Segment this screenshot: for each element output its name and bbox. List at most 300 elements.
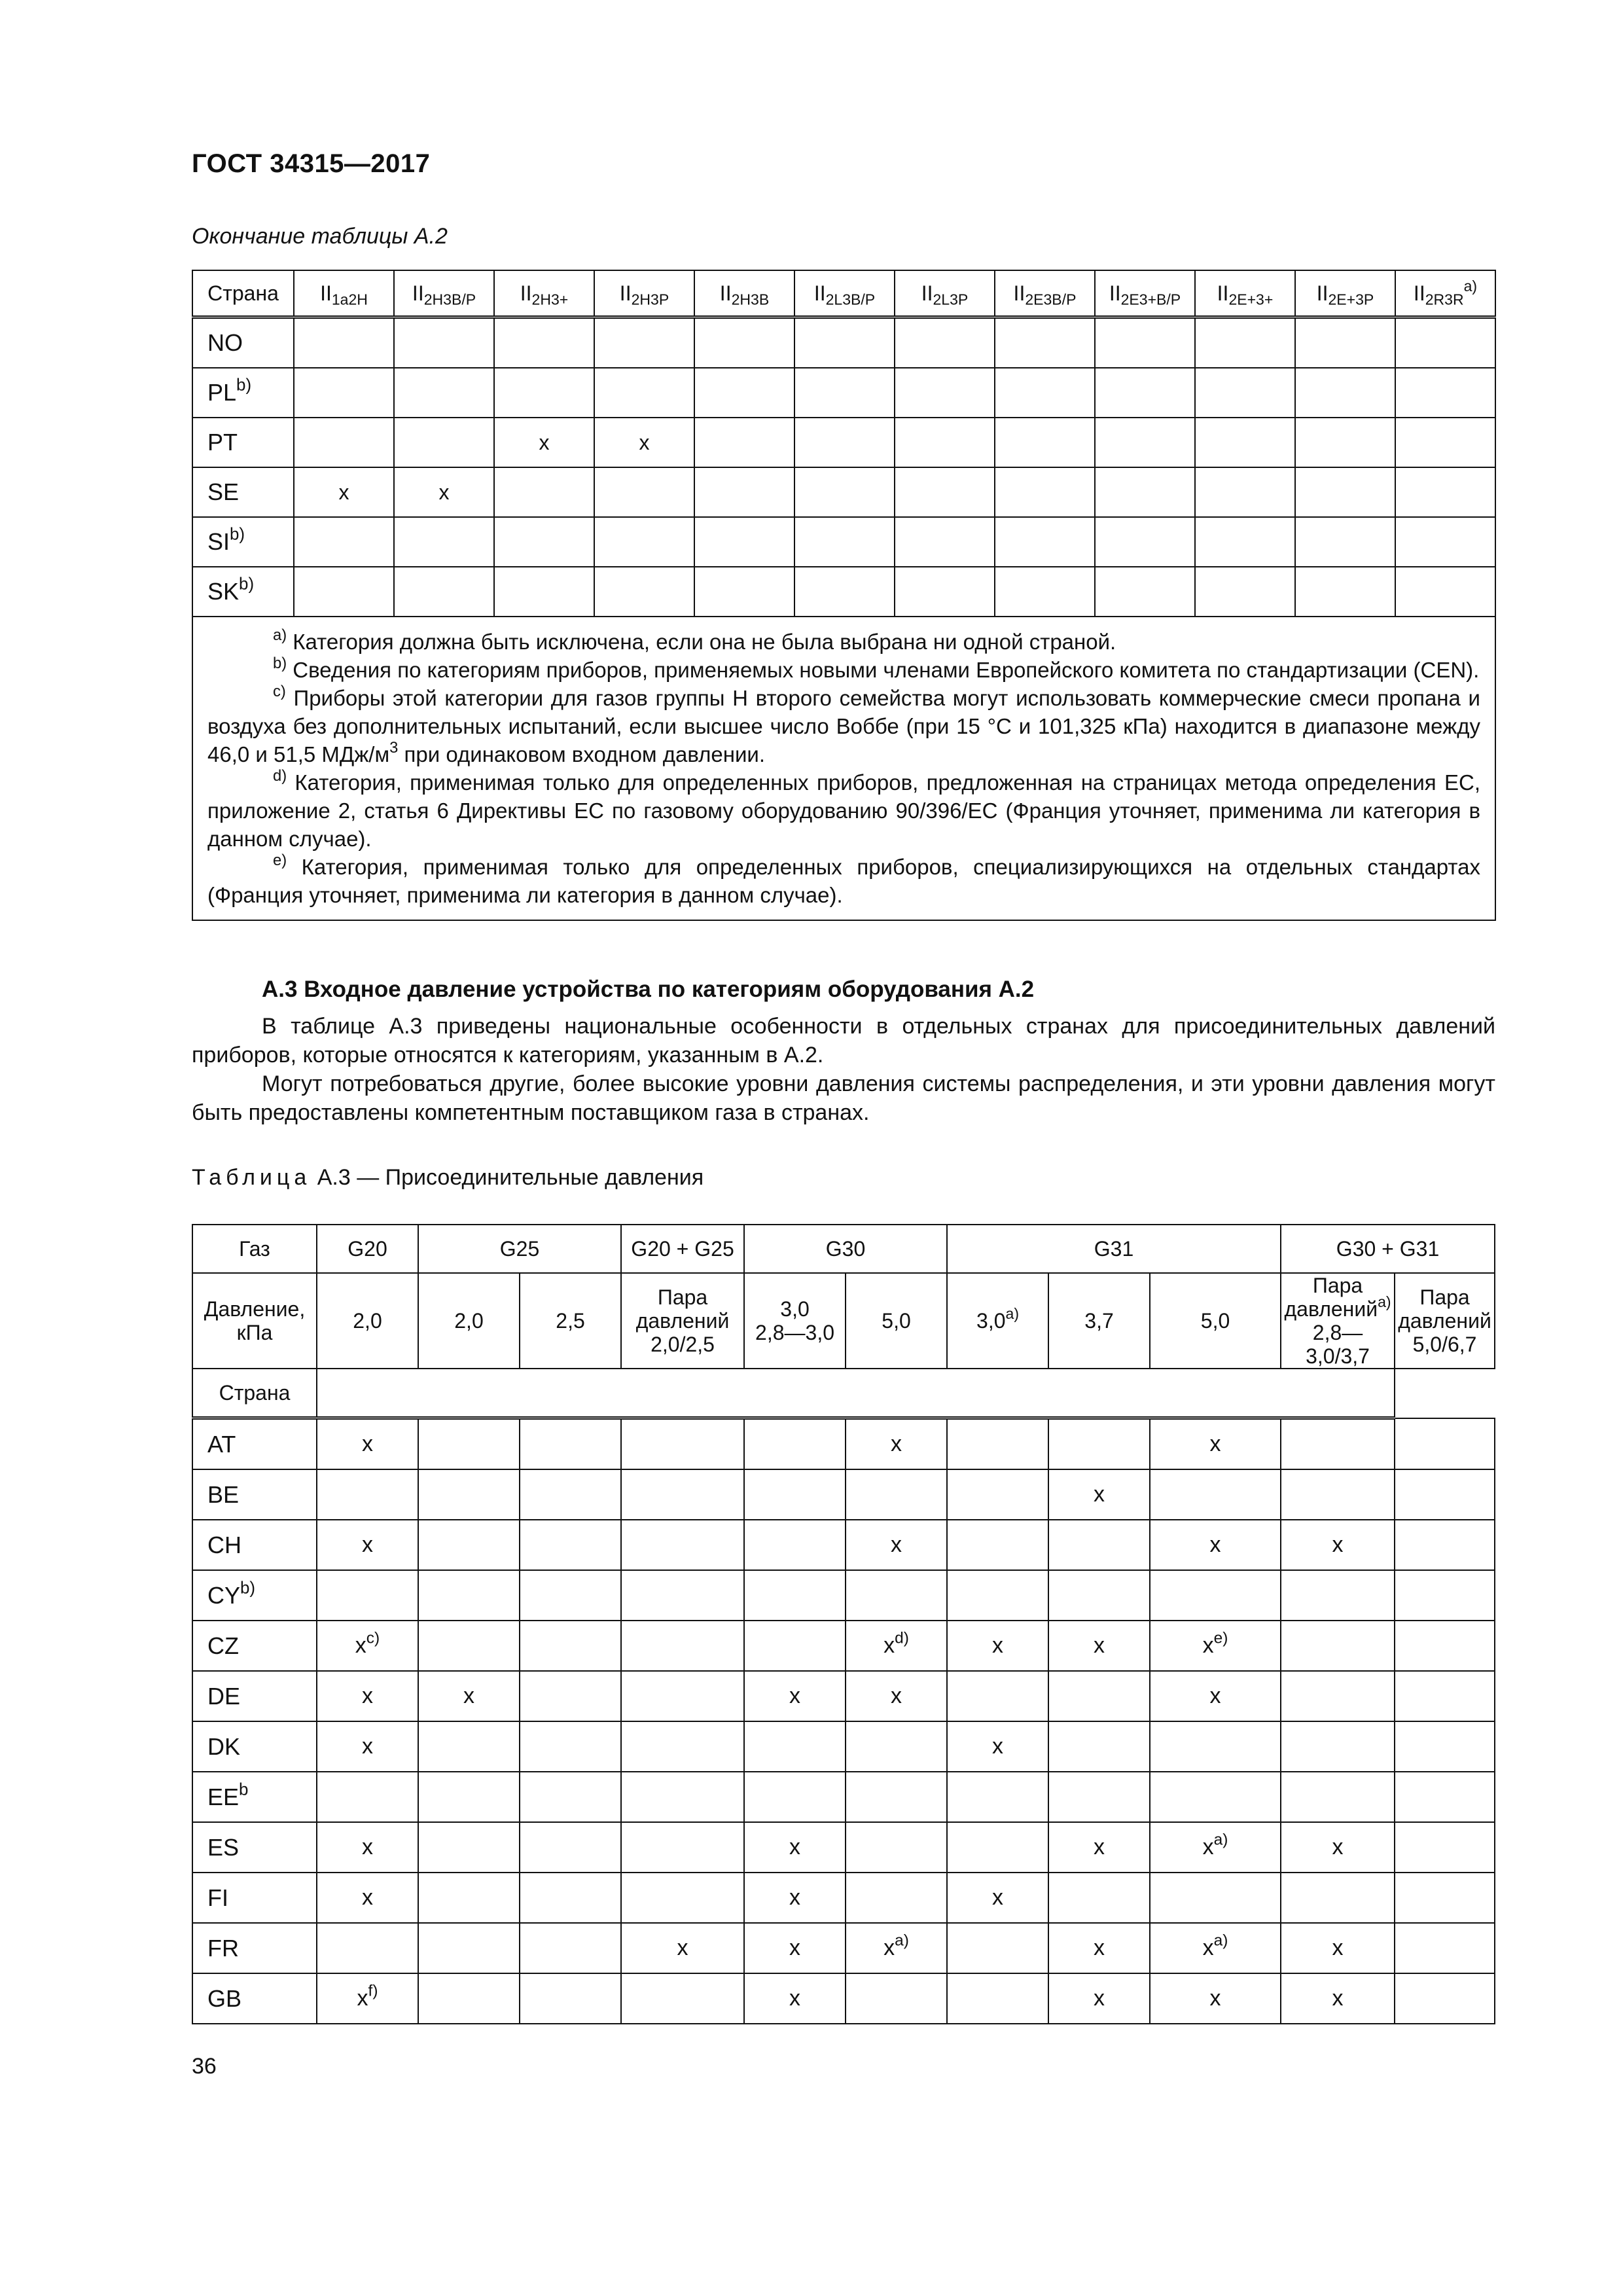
table-cell [520, 1721, 621, 1772]
category-subscript: 2H3B/P [423, 290, 476, 308]
table-cell [621, 1570, 744, 1621]
label-pressure: Давление, кПа [192, 1273, 317, 1369]
table-cell [995, 567, 1095, 617]
pressure-header: Пара давлений$^{a)}$ 2,8—3,0/3,7 [1281, 1273, 1395, 1369]
table-cell: x [744, 1973, 846, 2024]
footnote-ref: b) [239, 575, 255, 594]
table-cell [1281, 1570, 1395, 1621]
table-a3-gas-row [192, 1225, 1495, 1273]
table-cell [394, 317, 494, 368]
table-cell [621, 1418, 744, 1470]
footnote-mark: b) [273, 654, 287, 672]
table-cell [418, 1621, 520, 1671]
table-cell: x [594, 418, 694, 467]
table-cell [1281, 1721, 1395, 1772]
table-cell [1281, 1873, 1395, 1923]
table-cell: $x^{d)}$ [846, 1621, 947, 1671]
table-cell [1281, 1671, 1395, 1721]
gas-group-header: G30 + G31 [1281, 1225, 1495, 1273]
table-cell: x [1150, 1418, 1281, 1470]
table-a3-caption [192, 1165, 704, 1191]
table-cell [520, 1973, 621, 2024]
table-cell [794, 467, 895, 517]
category-subscript: 2E+3+ [1228, 290, 1274, 308]
table-cell [895, 517, 995, 567]
table-cell: x [1048, 1923, 1150, 1973]
table-cell: x [317, 1671, 418, 1721]
header-category: $II_{2H3B}$ [694, 270, 794, 317]
table-cell [394, 418, 494, 467]
footnote: $^{e)}$ Категория, применимая только для определенных приборов, специализирующихся на отдельных стандартах (Франция уточняет, применима ли категория в данном случае). [207, 851, 1480, 907]
header-category: $II_{2R3R}^{a)}$ [1395, 270, 1495, 317]
footnote-mark: a) [273, 626, 287, 644]
table-cell [1095, 467, 1195, 517]
table-cell [418, 1570, 520, 1621]
table-cell: x [394, 467, 494, 517]
country-cell: FI [192, 1873, 317, 1923]
header-category: $II_{2E+3P}$ [1295, 270, 1395, 317]
table-cell [1095, 317, 1195, 368]
table-cell [621, 1721, 744, 1772]
table-a2-caption: Окончание таблицы А.2 [192, 224, 448, 249]
table-cell: x [846, 1520, 947, 1570]
table-cell [694, 368, 794, 418]
table-cell [846, 1772, 947, 1822]
table-cell [1395, 1621, 1495, 1671]
table-cell [694, 317, 794, 368]
table-cell [1048, 1418, 1150, 1470]
footnote: $^{b)}$ Сведения по категориям приборов, применяемых новыми членами Европейского комитета по стандартизации (CEN). [273, 654, 1480, 682]
table-cell: x [947, 1621, 1048, 1671]
table-cell: x [947, 1873, 1048, 1923]
unit-exponent: 3 [389, 738, 399, 757]
country-cell: CY$^{b)}$ [192, 1570, 317, 1621]
table-cell [520, 1469, 621, 1520]
table-cell [794, 517, 895, 567]
table-a2-header-row [192, 270, 1495, 317]
table-cell [294, 567, 394, 617]
table-cell [846, 1973, 947, 2024]
document-title: ГОСТ 34315—2017 [192, 149, 431, 178]
country-cell: BE [192, 1469, 317, 1520]
pressure-header: 5,0 [846, 1273, 947, 1369]
pressure-header: 2,0 [418, 1273, 520, 1369]
table-row [192, 1418, 1495, 1470]
table-cell [1395, 567, 1495, 617]
table-cell [1395, 1923, 1495, 1973]
table-cell [846, 1873, 947, 1923]
table-cell [794, 567, 895, 617]
table-cell [1150, 1873, 1281, 1923]
footnote-ref: c) [366, 1629, 380, 1647]
table-cell [621, 1671, 744, 1721]
table-cell [694, 467, 794, 517]
table-cell [520, 1570, 621, 1621]
table-row [192, 1721, 1495, 1772]
table-cell [294, 368, 394, 418]
country-cell: $EE^b$ [192, 1772, 317, 1822]
label-gas: Газ [192, 1225, 317, 1273]
country-cell: ES [192, 1822, 317, 1873]
table-row [192, 1621, 1495, 1671]
table-cell [1150, 1570, 1281, 1621]
section-a3-paragraph-1: В таблице А.3 приведены национальные особенности в отдельных странах для присоединительных давлений приборов, которые относятся к категориям, указанным в А.2. [192, 1014, 1495, 1067]
table-cell [744, 1621, 846, 1671]
header-category: $II_{2E+3+}$ [1195, 270, 1295, 317]
table-cell [1048, 1520, 1150, 1570]
section-a3-paragraph-2: Могут потребоваться другие, более высокие уровни давления системы распределения, и эти уровни давления могут быть предоставлены компетентным поставщиком газа в странах. [192, 1071, 1495, 1125]
table-cell [418, 1772, 520, 1822]
table-cell: x [317, 1520, 418, 1570]
table-cell [418, 1520, 520, 1570]
table-cell [621, 1973, 744, 2024]
table-cell [744, 1520, 846, 1570]
gas-group-header: G20 + G25 [621, 1225, 744, 1273]
table-cell [418, 1822, 520, 1873]
table-cell [846, 1822, 947, 1873]
footnote-ref: a) [1213, 1931, 1228, 1950]
table-row [192, 317, 1495, 368]
table-cell: x [1150, 1520, 1281, 1570]
table-cell [394, 517, 494, 567]
pressure-header: Пара давлений 5,0/6,7 [1395, 1273, 1495, 1369]
table-cell: $x^{f)}$ [317, 1973, 418, 2024]
table-cell [418, 1418, 520, 1470]
table-cell [621, 1772, 744, 1822]
footnote-mark: d) [273, 766, 287, 785]
table-cell [594, 368, 694, 418]
table-cell [494, 317, 594, 368]
country-cell: CH [192, 1520, 317, 1570]
table-cell: x [317, 1721, 418, 1772]
table-row [192, 1469, 1495, 1520]
table-cell [694, 567, 794, 617]
table-cell: x [744, 1822, 846, 1873]
table-cell [1295, 418, 1395, 467]
table-cell [1395, 1418, 1495, 1470]
table-cell [520, 1923, 621, 1973]
table-cell: x [1281, 1822, 1395, 1873]
table-cell [947, 1520, 1048, 1570]
table-cell [317, 1469, 418, 1520]
table-cell [995, 317, 1095, 368]
table-cell [317, 1570, 418, 1621]
table-cell [846, 1570, 947, 1621]
table-row [192, 418, 1495, 467]
table-cell: x [621, 1923, 744, 1973]
header-category: $II_{2L3P}$ [895, 270, 995, 317]
country-cell: CZ [192, 1621, 317, 1671]
footnote-mark: e) [273, 851, 287, 869]
table-cell [494, 368, 594, 418]
table-cell [1295, 368, 1395, 418]
page-number: 36 [192, 2054, 217, 2079]
table-cell [621, 1520, 744, 1570]
table-cell: $x^{e)}$ [1150, 1621, 1281, 1671]
table-cell [1395, 1721, 1495, 1772]
table-cell: x [1281, 1973, 1395, 2024]
country-cell: SE [192, 467, 294, 517]
country-cell: PT [192, 418, 294, 467]
table-cell [895, 317, 995, 368]
table-row [192, 567, 1495, 617]
table-cell: x [1048, 1469, 1150, 1520]
table-cell [294, 517, 394, 567]
table-cell: x [1150, 1671, 1281, 1721]
table-cell [494, 517, 594, 567]
table-cell [694, 517, 794, 567]
table-row [192, 1923, 1495, 1973]
table-cell [895, 418, 995, 467]
table-cell [1281, 1772, 1395, 1822]
country-cell: DK [192, 1721, 317, 1772]
table-a3-caption-label: Таблица [192, 1165, 312, 1190]
footnotes-row [192, 617, 1495, 920]
table-a3-country-label-row [192, 1369, 1495, 1418]
table-cell [947, 1418, 1048, 1470]
footnote-ref: a) [895, 1931, 909, 1950]
table-cell [1395, 418, 1495, 467]
label-country: Страна [192, 1369, 317, 1418]
country-cell: DE [192, 1671, 317, 1721]
table-row [192, 1671, 1495, 1721]
table-cell [317, 1772, 418, 1822]
table-cell [520, 1671, 621, 1721]
table-cell [947, 1671, 1048, 1721]
table-cell [895, 567, 995, 617]
country-cell: SK$^{b)}$ [192, 567, 294, 617]
pressure-header: 2,5 [520, 1273, 621, 1369]
table-cell [418, 1973, 520, 2024]
table-cell [846, 1469, 947, 1520]
table-cell: x [1150, 1973, 1281, 2024]
pressure-header: 3,0$^{a)}$ [947, 1273, 1048, 1369]
table-cell [594, 317, 694, 368]
table-cell [494, 467, 594, 517]
gas-group-header: G31 [947, 1225, 1281, 1273]
header-category: $II_{2H3P}$ [594, 270, 694, 317]
table-cell [1395, 1671, 1495, 1721]
table-cell: $x^{a)}$ [1150, 1822, 1281, 1873]
table-cell [1095, 517, 1195, 567]
table-cell [947, 1772, 1048, 1822]
table-cell: x [317, 1822, 418, 1873]
table-cell [1195, 368, 1295, 418]
pressure-header: 3,7 [1048, 1273, 1150, 1369]
table-cell [895, 467, 995, 517]
table-cell [1281, 1469, 1395, 1520]
table-cell [1395, 1469, 1495, 1520]
table-cell: x [1048, 1621, 1150, 1671]
footnote-ref: b) [240, 1578, 256, 1597]
table-cell [995, 368, 1095, 418]
country-cell: GB [192, 1973, 317, 2024]
table-cell [317, 1923, 418, 1973]
table-cell: x [1281, 1520, 1395, 1570]
table-row [192, 1873, 1495, 1923]
table-cell [744, 1418, 846, 1470]
category-subscript: 2H3B [731, 290, 770, 308]
table-cell [1395, 1873, 1495, 1923]
footnote-ref: b [239, 1780, 249, 1799]
table-row [192, 1520, 1495, 1570]
table-cell: x [317, 1418, 418, 1470]
footnote-ref: a) [1463, 277, 1478, 295]
table-cell [394, 368, 494, 418]
table-row [192, 368, 1495, 418]
section-a3-heading: А.3 Входное давление устройства по категориям оборудования А.2 [262, 977, 1035, 1002]
table-cell [621, 1621, 744, 1671]
category-subscript: 2E+3P [1328, 290, 1374, 308]
footnote-ref: e) [1213, 1629, 1228, 1647]
footnote-ref: b) [236, 376, 252, 395]
table-cell [1395, 1772, 1495, 1822]
table-row [192, 1822, 1495, 1873]
table-cell [520, 1873, 621, 1923]
table-cell [846, 1721, 947, 1772]
table-cell [520, 1822, 621, 1873]
table-cell: x [1048, 1973, 1150, 2024]
table-cell [1095, 567, 1195, 617]
table-cell: x [294, 467, 394, 517]
category-subscript: 2L3B/P [825, 290, 876, 308]
header-category: $II_{1a2H}$ [294, 270, 394, 317]
table-cell [1195, 517, 1295, 567]
category-subscript: 2E3+B/P [1120, 290, 1181, 308]
table-cell [1295, 517, 1395, 567]
table-cell [1195, 418, 1295, 467]
table-cell [520, 1520, 621, 1570]
table-a3 [192, 1224, 1495, 2024]
footnote-ref: f) [368, 1982, 378, 2000]
pressure-header: 2,0 [317, 1273, 418, 1369]
table-cell [995, 418, 1095, 467]
category-subscript: 2E3B/P [1025, 290, 1077, 308]
table-cell [744, 1570, 846, 1621]
category-subscript: 2R3R [1425, 290, 1464, 308]
category-subscript: 2H3+ [531, 290, 569, 308]
table-row [192, 1973, 1495, 2024]
table-cell [418, 1923, 520, 1973]
category-subscript: 2H3P [631, 290, 669, 308]
table-cell: $x^{a)}$ [846, 1923, 947, 1973]
country-cell: PL$^{b)}$ [192, 368, 294, 418]
footnote-ref: a) [1213, 1831, 1228, 1849]
footnote: $^{a)}$ Категория должна быть исключена, если она не была выбрана ни одной страной. [273, 626, 1116, 654]
table-cell [794, 368, 895, 418]
category-subscript: 2L3P [933, 290, 969, 308]
table-cell [1195, 467, 1295, 517]
country-cell: FR [192, 1923, 317, 1973]
table-cell [594, 467, 694, 517]
table-row [192, 517, 1495, 567]
table-cell [1150, 1721, 1281, 1772]
table-cell [1395, 1520, 1495, 1570]
header-category: $II_{2L3B/P}$ [794, 270, 895, 317]
table-cell [520, 1621, 621, 1671]
footnote: $^{d)}$ Категория, применимая только для определенных приборов, предложенная на страницах метода определения ЕС, приложение 2, статья 6 Директивы ЕС по газовому оборудованию 90/396/ЕС (Франция уточняет, применима ли категория в данном случае). [207, 766, 1480, 851]
table-cell [1281, 1418, 1395, 1470]
footnote-ref: d) [895, 1629, 909, 1647]
table-cell: x [317, 1873, 418, 1923]
table-cell [744, 1469, 846, 1520]
table-cell [947, 1570, 1048, 1621]
table-cell [1295, 567, 1395, 617]
table-cell [1395, 368, 1495, 418]
country-cell: SI$^{b)}$ [192, 517, 294, 567]
table-a2 [192, 270, 1496, 921]
footnotes-cell [192, 617, 1495, 920]
table-cell [744, 1772, 846, 1822]
table-cell [1295, 317, 1395, 368]
blank-header [317, 1369, 1395, 1418]
table-cell: x [744, 1923, 846, 1973]
table-cell [594, 517, 694, 567]
table-cell [621, 1822, 744, 1873]
table-cell: x [744, 1671, 846, 1721]
table-cell [947, 1923, 1048, 1973]
table-cell: $x^{c)}$ [317, 1621, 418, 1671]
header-category: $II_{2H3+}$ [494, 270, 594, 317]
table-cell [1195, 567, 1295, 617]
table-cell [418, 1873, 520, 1923]
table-cell [947, 1469, 1048, 1520]
table-cell [1150, 1772, 1281, 1822]
table-cell [1395, 1973, 1495, 2024]
table-cell [1048, 1671, 1150, 1721]
table-cell [494, 567, 594, 617]
table-a3-pressure-row [192, 1273, 1495, 1369]
pressure-header: Пара давлений 2,0/2,5 [621, 1273, 744, 1369]
footnote-ref: a) [1378, 1293, 1391, 1311]
table-cell: x [744, 1873, 846, 1923]
header-category: $II_{2E3+B/P}$ [1095, 270, 1195, 317]
table-cell [621, 1469, 744, 1520]
table-cell [1395, 317, 1495, 368]
header-category: $II_{2H3B/P}$ [394, 270, 494, 317]
table-cell: x [947, 1721, 1048, 1772]
table-cell [1048, 1721, 1150, 1772]
gas-group-header: G30 [744, 1225, 947, 1273]
table-cell [1195, 317, 1295, 368]
table-cell [1395, 467, 1495, 517]
category-subscript: 1a2H [331, 290, 368, 308]
footnote-ref: a) [1005, 1305, 1020, 1323]
table-cell: x [846, 1671, 947, 1721]
table-cell [694, 418, 794, 467]
table-cell: x [1048, 1822, 1150, 1873]
table-cell [394, 567, 494, 617]
footnote: $^{c)}$ Приборы этой категории для газов группы H второго семейства могут использовать коммерческие смеси пропана и воздуха без дополнительных испытаний, если высшее число Воббе (при 15 °C и 101,325 кПа) находится в диапазоне между 46,0 и 51,5 МДж/$м^3$ при одинаковом входном давлении. [207, 682, 1480, 766]
table-cell [995, 467, 1095, 517]
table-cell [794, 317, 895, 368]
table-cell [418, 1721, 520, 1772]
table-row [192, 467, 1495, 517]
table-cell: x [418, 1671, 520, 1721]
table-cell [1095, 418, 1195, 467]
table-cell [520, 1772, 621, 1822]
table-cell [621, 1873, 744, 1923]
table-cell [294, 418, 394, 467]
table-cell [418, 1469, 520, 1520]
table-cell: x [846, 1418, 947, 1470]
table-cell [995, 517, 1095, 567]
country-cell: AT [192, 1418, 317, 1470]
table-cell: x [1281, 1923, 1395, 1973]
footnote-ref: b) [230, 525, 245, 544]
table-cell [1395, 1822, 1495, 1873]
table-cell [294, 317, 394, 368]
